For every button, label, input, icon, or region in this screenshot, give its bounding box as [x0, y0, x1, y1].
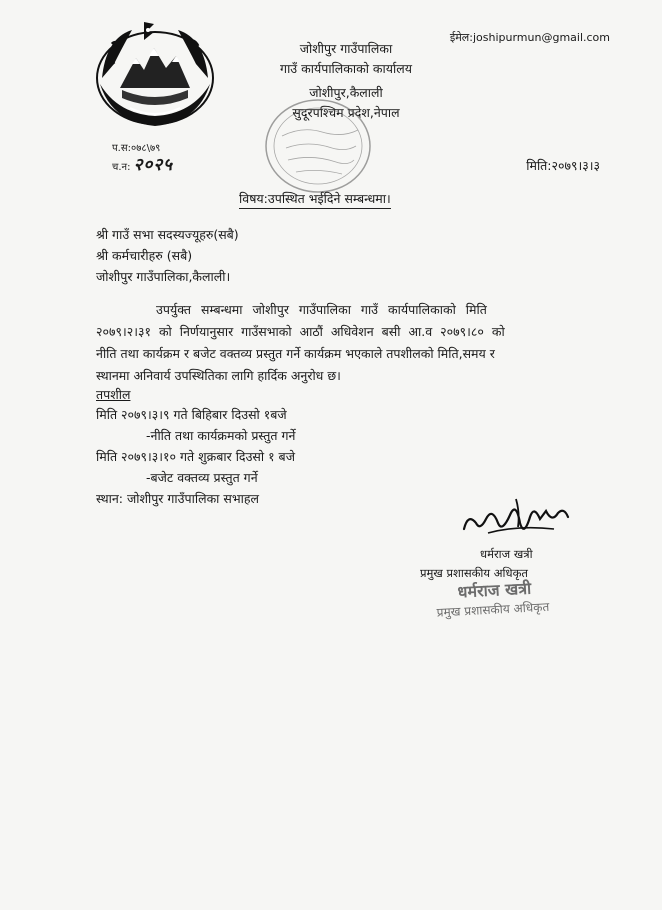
recipient-line: श्री कर्मचारीहरु (सबै) — [96, 248, 193, 263]
recipient-line: जोशीपुर गाउँपालिका,कैलाली। — [96, 269, 231, 284]
letter-body — [96, 299, 550, 387]
office-address: जोशीपुर,कैलाली — [309, 85, 383, 100]
office-subtitle: गाउँ कार्यपालिकाको कार्यालय — [280, 61, 412, 76]
schedule-line: मिति २०७९।३।९ गते बिहिबार दिउसो १बजे — [96, 407, 287, 422]
name-stamp — [435, 574, 577, 620]
chalani-label: च.न: — [112, 162, 131, 173]
tapasil-heading: तपशील — [96, 387, 131, 402]
letter-date: मिति:२०७९।३।३ — [526, 158, 600, 173]
chalani-handwritten-number: २०२५ — [133, 155, 174, 175]
body-line: स्थानमा अनिवार्य उपस्थितिका लागि हार्दिक अनुरोध छ। — [96, 368, 341, 383]
nepal-emblem-logo — [92, 18, 218, 130]
body-line: उपर्युक्त सम्बन्धमा जोशीपुर गाउँपालिका गाउँ कार्यपालिकाको मिति — [156, 302, 487, 317]
signatory-name: धर्मराज खत्री — [480, 547, 533, 561]
patra-sankhya: प.स:०७८\७९ — [112, 143, 161, 154]
office-seal-stamp — [262, 96, 374, 196]
letter-subject: विषय:उपस्थित भईदिने सम्बन्धमा। — [239, 190, 391, 209]
body-line: नीति तथा कार्यक्रम र बजेट वक्तव्य प्रस्तुत गर्ने कार्यक्रम भएकाले तपशीलको मिति,समय र — [96, 346, 495, 361]
chalani-number — [112, 152, 173, 175]
office-name: जोशीपुर गाउँपालिका — [299, 41, 393, 56]
schedule-line: मिति २०७९।३।१० गते शुक्रबार दिउसो १ बजे — [96, 449, 295, 464]
office-province: सुदूरपश्चिम प्रदेश,नेपाल — [292, 105, 400, 120]
body-line: २०७९।२।३१ को निर्णयानुसार गाउँसभाको आठौं अधिवेशन बसी आ.व २०७९।८० को — [96, 324, 505, 339]
handwritten-signature — [458, 493, 588, 543]
email-address: ईमेल:joshipurmun@gmail.com — [449, 31, 610, 44]
schedule-line: -नीति तथा कार्यक्रमको प्रस्तुत गर्ने — [146, 428, 296, 443]
signatory-post: प्रमुख प्रशासकीय अधिकृत — [420, 566, 528, 580]
stamp-post: प्रमुख प्रशासकीय अधिकृत — [436, 599, 550, 620]
recipient-line: श्री गाउँ सभा सदस्यज्यूहरु(सबै) — [96, 227, 239, 242]
venue-line: स्थान: जोशीपुर गाउँपालिका सभाहल — [96, 491, 259, 506]
stamp-name: धर्मराज खत्री — [457, 578, 532, 602]
schedule-line: -बजेट वक्तव्य प्रस्तुत गर्ने — [146, 470, 258, 485]
